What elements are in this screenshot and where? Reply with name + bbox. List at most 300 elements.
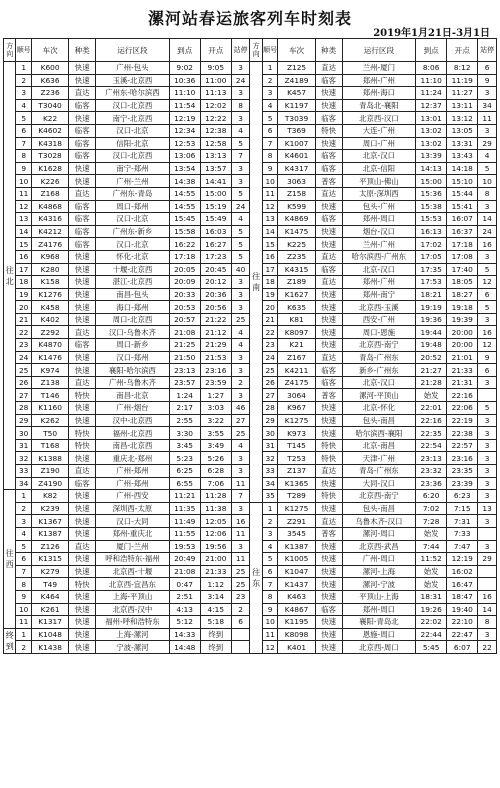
cell-seq: 21 [262,313,278,326]
cell-train: K8098 [278,628,315,641]
cell-arrive: 12:37 [416,99,447,112]
cell-type: 快速 [315,339,342,352]
cell-route: 广州-包头 [96,62,170,75]
cell-train: K1317 [31,616,68,629]
cell-depart: 22:19 [447,414,478,427]
cell-depart: 7:06 [200,477,231,490]
cell-depart: 15:44 [447,187,478,200]
cell-type: 直达 [315,351,342,364]
cell-seq: 6 [16,124,32,137]
cell-arrive: 11:54 [169,99,200,112]
cell-route: 怀化-北京 [96,250,170,263]
cell-arrive: 1:24 [169,389,200,402]
cell-seq: 2 [262,515,278,528]
cell-type: 快速 [315,553,342,566]
cell-arrive: 21:25 [169,339,200,352]
cell-type: 临客 [315,603,342,616]
cell-route: 青岛-广州东 [342,351,416,364]
cell-stop: 3 [478,490,497,503]
cell-depart: 11:13 [200,87,231,100]
date-range: 2019年1月21日-3月1日 [373,28,490,39]
cell-stop: 3 [478,515,497,528]
cell-arrive: 7:44 [416,540,447,553]
cell-train: Z158 [278,187,315,200]
cell-arrive: 6:55 [169,477,200,490]
cell-depart: 18:27 [447,288,478,301]
cell-seq: 34 [16,477,32,490]
cell-depart: 7:47 [447,540,478,553]
cell-stop: 5 [231,238,250,251]
cell-arrive: 8:06 [416,62,447,75]
cell-train: K4211 [278,364,315,377]
cell-train: T289 [278,490,315,503]
cell-seq: 29 [16,414,32,427]
cell-stop: 25 [231,578,250,591]
cell-arrive: 始发 [416,578,447,591]
cell-type: 直达 [315,276,342,289]
cell-arrive: 3:45 [169,439,200,452]
cell-seq: 2 [16,641,32,654]
cell-seq: 12 [262,641,278,654]
cell-train: K4867 [278,603,315,616]
cell-train: K402 [31,313,68,326]
cell-stop: 8 [478,187,497,200]
cell-route: 青岛-广州东 [342,465,416,478]
cell-type: 直达 [69,326,96,339]
cell-seq: 1 [16,490,32,503]
cell-route: 周口-恩施 [342,326,416,339]
cell-stop [478,578,497,591]
cell-stop: 29 [478,553,497,566]
cell-seq: 32 [16,452,32,465]
cell-train: K1438 [31,641,68,654]
cell-route: 北京西-武昌 [342,540,416,553]
cell-depart: 3:14 [200,590,231,603]
cell-seq: 27 [262,389,278,402]
cell-stop: 16 [478,238,497,251]
cell-depart: 14:41 [200,175,231,188]
cell-arrive: 20:05 [169,263,200,276]
cell-seq: 17 [16,263,32,276]
cell-route: 周口-新乡 [96,339,170,352]
cell-depart: 20:45 [200,263,231,276]
cell-train: K225 [278,238,315,251]
cell-seq: 6 [262,565,278,578]
cell-seq: 4 [262,99,278,112]
cell-depart: 11:38 [200,502,231,515]
cell-route: 天津-广州 [342,452,416,465]
cell-seq: 25 [262,364,278,377]
cell-type: 临客 [69,238,96,251]
cell-arrive: 2:51 [169,590,200,603]
cell-type: 临客 [315,74,342,87]
cell-depart: 15:00 [200,187,231,200]
cell-type: 快速 [69,288,96,301]
cell-stop: 6 [231,616,250,629]
cell-train: K280 [31,263,68,276]
cell-arrive: 23:57 [169,376,200,389]
cell-arrive: 21:27 [416,364,447,377]
cell-seq: 9 [262,162,278,175]
cell-route: 汉口-北京 [96,213,170,226]
cell-depart: 20:12 [200,276,231,289]
cell-arrive: 19:19 [416,301,447,314]
cell-arrive: 15:36 [416,187,447,200]
cell-depart: 7:31 [447,515,478,528]
cell-train: K464 [31,590,68,603]
cell-depart: 6:28 [200,465,231,478]
cell-type: 直达 [69,376,96,389]
cell-train: K1195 [278,616,315,629]
cell-train: K1048 [31,628,68,641]
cell-seq: 8 [16,150,32,163]
cell-depart: 1:27 [200,389,231,402]
cell-type: 临客 [69,124,96,137]
cell-arrive: 19:36 [416,313,447,326]
cell-route: 北京西-玉溪 [342,301,416,314]
cell-type: 直达 [69,465,96,478]
cell-arrive: 3:30 [169,427,200,440]
cell-arrive: 始发 [416,565,447,578]
cell-arrive: 始发 [416,527,447,540]
cell-train: T3040 [31,99,68,112]
cell-train: K4317 [278,162,315,175]
cell-type: 直达 [69,540,96,553]
cell-arrive: 23:13 [416,452,447,465]
cell-type: 快速 [315,301,342,314]
cell-train: K4318 [31,137,68,150]
cell-stop: 3 [231,502,250,515]
cell-depart: 23:16 [447,452,478,465]
cell-stop: 11 [231,527,250,540]
cell-arrive: 6:20 [416,490,447,503]
cell-arrive: 始发 [416,389,447,402]
cell-train: K82 [31,490,68,503]
cell-route: 福州-北京西 [96,427,170,440]
cell-arrive: 11:10 [416,74,447,87]
cell-stop: 3 [478,427,497,440]
cell-arrive: 17:35 [416,263,447,276]
cell-train: K458 [31,301,68,314]
cell-depart: 21:01 [447,351,478,364]
column-header: 开点 [447,39,478,62]
cell-train: Z126 [31,540,68,553]
cell-route: 北京-汉口 [342,376,416,389]
cell-arrive: 2:17 [169,402,200,415]
cell-route: 郑州-海口 [342,87,416,100]
cell-arrive: 17:02 [416,238,447,251]
cell-train: K81 [278,313,315,326]
cell-seq: 15 [262,238,278,251]
cell-stop: 3 [478,439,497,452]
cell-seq: 22 [262,326,278,339]
cell-arrive: 11:10 [169,87,200,100]
cell-route: 南昌-北京西 [96,439,170,452]
cell-seq: 5 [262,553,278,566]
cell-stop: 25 [231,313,250,326]
cell-arrive: 21:08 [169,565,200,578]
column-header: 种类 [69,39,96,62]
cell-arrive: 7:28 [416,515,447,528]
cell-seq: 9 [16,590,32,603]
cell-stop [231,641,250,654]
cell-seq: 11 [16,187,32,200]
cell-route: 广州-兰州 [96,175,170,188]
cell-seq: 14 [262,225,278,238]
cell-stop: 3 [478,376,497,389]
watermark-overlay [308,762,488,780]
cell-type: 快速 [69,452,96,465]
timetable-body [4,62,497,654]
cell-seq: 2 [262,74,278,87]
cell-seq: 14 [16,225,32,238]
cell-type: 直达 [315,515,342,528]
cell-train: Z4189 [278,74,315,87]
column-header: 到点 [169,39,200,62]
cell-depart: 22:57 [447,439,478,452]
cell-depart: 13:31 [447,137,478,150]
column-header: 站停 [231,39,250,62]
cell-type: 快速 [69,414,96,427]
cell-seq: 16 [262,250,278,263]
cell-train: 3064 [278,389,315,402]
cell-stop: 40 [231,263,250,276]
cell-type: 快速 [69,301,96,314]
cell-type: 特快 [315,452,342,465]
cell-type: 快速 [315,225,342,238]
cell-train: K1387 [31,527,68,540]
cell-type: 快速 [315,641,342,654]
cell-route: 深圳西-太原 [96,502,170,515]
cell-train: K1007 [278,137,315,150]
cell-depart: 21:33 [447,364,478,377]
cell-route: 南昌-包头 [96,288,170,301]
cell-train: K1627 [278,288,315,301]
cell-stop: 3 [231,288,250,301]
cell-depart: 14:18 [447,162,478,175]
cell-type: 直达 [69,87,96,100]
cell-depart: 18:05 [447,276,478,289]
cell-type: 临客 [69,213,96,226]
cell-arrive: 11:24 [416,87,447,100]
cell-arrive: 21:28 [416,376,447,389]
cell-stop: 34 [478,99,497,112]
cell-route: 北京西-汉口 [342,112,416,125]
cell-type: 直达 [315,62,342,75]
cell-type: 特快 [315,124,342,137]
cell-seq: 11 [262,187,278,200]
cell-arrive: 2:55 [169,414,200,427]
cell-train: K1387 [278,540,315,553]
column-header: 到点 [416,39,447,62]
cell-stop: 5 [478,402,497,415]
column-header: 开点 [200,39,231,62]
cell-type: 直达 [315,250,342,263]
cell-seq: 7 [262,578,278,591]
cell-depart: 12:05 [200,515,231,528]
cell-type: 快速 [315,326,342,339]
cell-depart: 15:49 [200,213,231,226]
cell-route: 郑州-广州 [342,74,416,87]
cell-seq: 28 [262,402,278,415]
direction-label: 往东 [250,502,262,653]
cell-stop: 16 [478,590,497,603]
cell-depart: 19:40 [447,603,478,616]
cell-arrive: 15:38 [416,200,447,213]
cell-stop: 14 [478,603,497,616]
cell-arrive: 11:21 [169,490,200,503]
cell-stop: 24 [231,200,250,213]
cell-type: 临客 [69,225,96,238]
cell-route: 烟台-汉口 [342,225,416,238]
cell-depart: 12:19 [447,553,478,566]
cell-arrive: 13:54 [169,162,200,175]
column-header: 顺号 [16,39,32,62]
cell-seq: 1 [16,628,32,641]
cell-type: 特快 [315,439,342,452]
cell-arrive: 13:06 [169,150,200,163]
cell-arrive: 19:53 [169,540,200,553]
cell-type: 快速 [315,628,342,641]
cell-type: 快速 [315,578,342,591]
cell-train: Z236 [31,87,68,100]
cell-stop: 46 [231,402,250,415]
cell-arrive: 21:50 [169,351,200,364]
cell-route: 汉口-大同 [96,515,170,528]
cell-stop: 3 [478,87,497,100]
cell-seq: 29 [262,414,278,427]
cell-arrive: 18:31 [416,590,447,603]
cell-depart: 20:00 [447,326,478,339]
cell-route: 汉口-北京西 [96,99,170,112]
cell-route: 漯河-周口 [342,527,416,540]
cell-arrive: 12:34 [169,124,200,137]
cell-route: 北京-汉口 [342,263,416,276]
cell-route: 广州-烟台 [96,402,170,415]
cell-depart: 19:18 [447,301,478,314]
cell-depart: 6:23 [447,490,478,503]
cell-arrive: 23:32 [416,465,447,478]
cell-route: 郑州-周口 [342,603,416,616]
cell-depart: 20:00 [447,339,478,352]
cell-arrive: 12:19 [169,112,200,125]
cell-train: Z189 [278,276,315,289]
cell-train: K4601 [278,150,315,163]
cell-depart: 终到 [200,641,231,654]
cell-type: 直达 [315,187,342,200]
cell-train: T3028 [31,150,68,163]
cell-stop: 16 [231,515,250,528]
cell-depart: 21:12 [200,326,231,339]
cell-arrive: 14:33 [169,628,200,641]
cell-depart: 21:31 [447,376,478,389]
cell-arrive: 19:44 [416,326,447,339]
cell-route: 包头-广州 [342,200,416,213]
cell-route: 包头-南昌 [342,414,416,427]
cell-arrive: 6:25 [169,465,200,478]
cell-type: 临客 [315,150,342,163]
cell-seq: 8 [16,578,32,591]
cell-route: 广州-郑州 [96,465,170,478]
cell-arrive: 23:36 [416,477,447,490]
cell-train: K1005 [278,553,315,566]
cell-seq: 9 [262,603,278,616]
cell-route: 大连-广州 [342,124,416,137]
cell-route: 汉中-北京西 [96,414,170,427]
cell-depart: 17:40 [447,263,478,276]
cell-type: 快速 [69,515,96,528]
cell-route: 汉口-郑州 [96,351,170,364]
cell-seq: 8 [262,590,278,603]
cell-type: 特快 [69,439,96,452]
cell-route: 郑州-周口 [342,213,416,226]
column-header: 站停 [478,39,497,62]
cell-route: 福州-呼和浩特东 [96,616,170,629]
cell-type: 快速 [69,616,96,629]
cell-stop: 23 [231,590,250,603]
cell-stop: 3 [231,465,250,478]
cell-depart: 11:28 [200,490,231,503]
cell-arrive: 11:55 [169,527,200,540]
cell-depart: 16:03 [200,225,231,238]
cell-arrive: 21:08 [169,326,200,339]
cell-type: 快速 [69,628,96,641]
cell-train: K599 [278,200,315,213]
cell-train: K4870 [31,339,68,352]
cell-arrive: 0:47 [169,578,200,591]
cell-stop: 3 [478,452,497,465]
cell-route: 湛江-北京西 [96,276,170,289]
cell-route: 周口-郑州 [96,200,170,213]
cell-type: 快速 [69,175,96,188]
cell-type: 快速 [69,351,96,364]
cell-arrive: 20:09 [169,276,200,289]
cell-train: T50 [31,427,68,440]
column-header: 运行区段 [96,39,170,62]
cell-stop: 3 [231,162,250,175]
cell-seq: 20 [16,301,32,314]
cell-arrive: 14:55 [169,187,200,200]
cell-train: K4316 [31,213,68,226]
cell-stop: 27 [231,414,250,427]
cell-type: 快速 [69,502,96,515]
timetable [3,38,497,654]
cell-type: 临客 [315,213,342,226]
cell-type: 快速 [315,200,342,213]
cell-arrive: 12:53 [169,137,200,150]
cell-train: 3545 [278,527,315,540]
cell-route: 太原-深圳西 [342,187,416,200]
cell-seq: 32 [262,452,278,465]
cell-route: 哈尔滨西-襄阳 [342,427,416,440]
cell-type: 快速 [315,540,342,553]
cell-stop: 4 [231,339,250,352]
cell-type: 临客 [69,137,96,150]
cell-depart: 21:00 [200,553,231,566]
cell-arrive: 22:54 [416,439,447,452]
cell-type: 快速 [69,74,96,87]
cell-stop: 10 [478,175,497,188]
cell-train: K1276 [31,288,68,301]
cell-route: 襄阳-青岛北 [342,616,416,629]
cell-seq: 5 [16,112,32,125]
cell-stop: 7 [231,490,250,503]
cell-seq: 33 [16,465,32,478]
cell-stop: 3 [231,540,250,553]
cell-train: K158 [31,276,68,289]
cell-type: 临客 [315,162,342,175]
cell-type: 临客 [69,339,96,352]
